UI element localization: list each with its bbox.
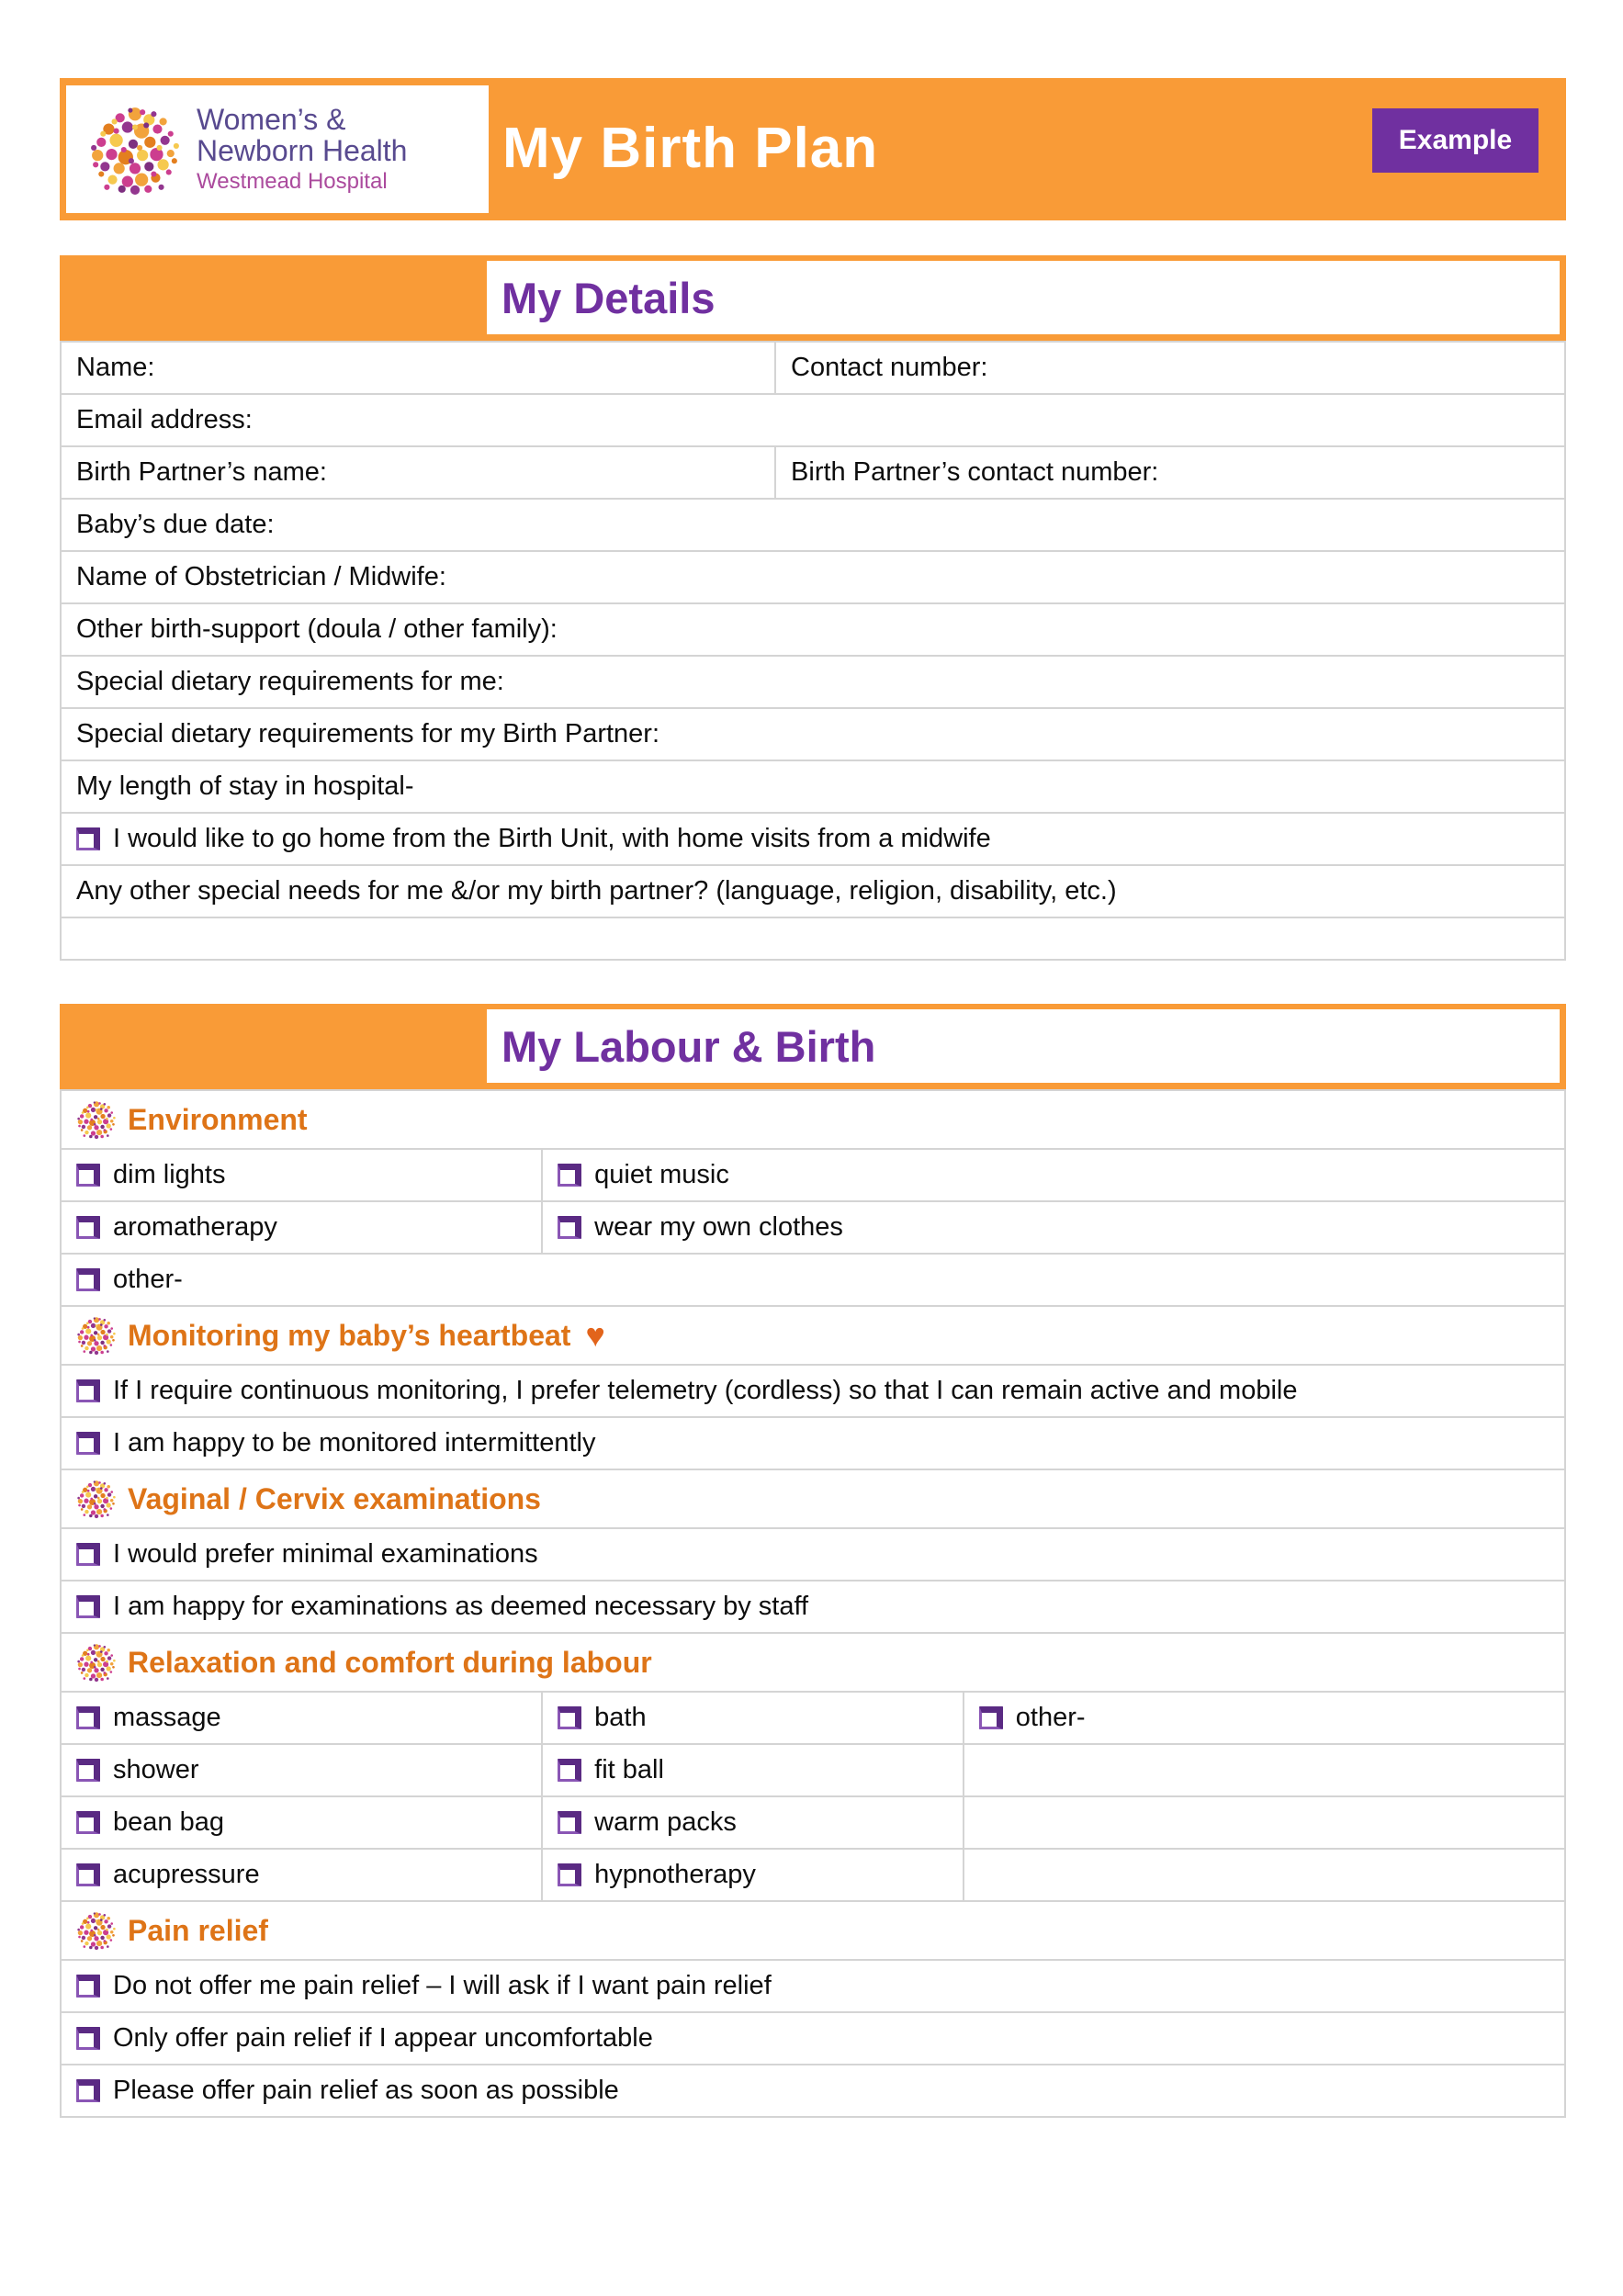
subsection-pain-relief-title: Pain relief bbox=[128, 1913, 268, 1947]
checkbox-telemetry-icon[interactable] bbox=[76, 1379, 100, 1402]
field-dietary-me[interactable]: Special dietary requirements for me: bbox=[61, 656, 1565, 708]
option-shower bbox=[61, 1744, 542, 1796]
table-row bbox=[61, 1469, 1565, 1528]
checkbox-dim-lights-icon[interactable] bbox=[76, 1164, 100, 1187]
table-row bbox=[61, 1528, 1565, 1581]
table-row bbox=[61, 1306, 1565, 1365]
table-row bbox=[61, 1960, 1565, 2012]
subsection-monitoring bbox=[61, 1306, 1565, 1365]
table-row bbox=[61, 1201, 1565, 1254]
subsection-relaxation bbox=[61, 1633, 1565, 1692]
checkbox-hypnotherapy-icon[interactable] bbox=[558, 1863, 581, 1886]
checkbox-exams-as-needed-icon[interactable] bbox=[76, 1595, 100, 1618]
empty-cell bbox=[964, 1849, 1565, 1901]
field-dietary-partner[interactable]: Special dietary requirements for my Birth Partner: bbox=[61, 708, 1565, 760]
field-contact-number[interactable]: Contact number: bbox=[775, 342, 1565, 394]
option-own-clothes bbox=[542, 1201, 1565, 1254]
subsection-examinations-title: Vaginal / Cervix examinations bbox=[128, 1481, 541, 1515]
option-quiet-music-label: quiet music bbox=[594, 1160, 729, 1189]
subsection-environment-title: Environment bbox=[128, 1102, 308, 1136]
option-only-if-uncomfortable bbox=[61, 2012, 1565, 2065]
checkbox-massage-icon[interactable] bbox=[76, 1706, 100, 1729]
empty-cell bbox=[964, 1744, 1565, 1796]
table-row bbox=[61, 551, 1565, 603]
option-intermittent bbox=[61, 1417, 1565, 1469]
checkbox-minimal-exams-icon[interactable] bbox=[76, 1543, 100, 1566]
table-row bbox=[61, 1901, 1565, 1960]
option-do-not-offer bbox=[61, 1960, 1565, 2012]
subsection-relaxation-title: Relaxation and comfort during labour bbox=[128, 1645, 652, 1679]
logo-line2: Newborn Health bbox=[197, 134, 408, 168]
field-name[interactable]: Name: bbox=[61, 342, 775, 394]
option-exams-as-needed bbox=[61, 1581, 1565, 1633]
logo-dots-icon bbox=[88, 103, 182, 197]
table-row bbox=[61, 2065, 1565, 2117]
table-row bbox=[61, 394, 1565, 446]
field-special-needs[interactable]: Any other special needs for me &/or my birth partner? (language, religion, disability, etc.) bbox=[61, 865, 1565, 917]
option-massage bbox=[61, 1692, 542, 1744]
checkbox-own-clothes-icon[interactable] bbox=[558, 1216, 581, 1239]
option-environment-other-label: other- bbox=[113, 1265, 183, 1294]
table-row bbox=[61, 917, 1565, 960]
subsection-pain-relief bbox=[61, 1901, 1565, 1960]
option-bean-bag-label: bean bag bbox=[113, 1807, 224, 1837]
table-row bbox=[61, 1149, 1565, 1201]
option-minimal-exams bbox=[61, 1528, 1565, 1581]
option-warm-packs bbox=[542, 1796, 964, 1849]
subsection-environment bbox=[61, 1090, 1565, 1149]
my-labour-section-bar bbox=[60, 1004, 1566, 1089]
option-dim-lights-label: dim lights bbox=[113, 1160, 226, 1189]
table-row bbox=[61, 1744, 1565, 1796]
hospital-logo bbox=[66, 85, 489, 213]
option-bath-label: bath bbox=[594, 1703, 647, 1732]
table-row bbox=[61, 446, 1565, 499]
option-shower-label: shower bbox=[113, 1755, 199, 1784]
checkbox-fit-ball-icon[interactable] bbox=[558, 1759, 581, 1782]
dots-icon bbox=[76, 1642, 117, 1683]
checkbox-quiet-music-icon[interactable] bbox=[558, 1164, 581, 1187]
field-partner-contact[interactable]: Birth Partner’s contact number: bbox=[775, 446, 1565, 499]
my-details-section-bar bbox=[60, 255, 1566, 341]
option-aromatherapy-label: aromatherapy bbox=[113, 1212, 277, 1242]
logo-line3: Westmead Hospital bbox=[197, 169, 388, 195]
option-telemetry-label: If I require continuous monitoring, I prefer telemetry (cordless) so that I can remain active and mobile bbox=[113, 1376, 1298, 1405]
my-labour-table bbox=[60, 1089, 1566, 2118]
checkbox-relaxation-other-icon[interactable] bbox=[979, 1706, 1003, 1729]
table-row bbox=[61, 865, 1565, 917]
dots-icon bbox=[76, 1099, 117, 1140]
option-minimal-exams-label: I would prefer minimal examinations bbox=[113, 1539, 538, 1569]
dots-icon bbox=[76, 1479, 117, 1519]
field-due-date[interactable]: Baby’s due date: bbox=[61, 499, 1565, 551]
field-partner-name[interactable]: Birth Partner’s name: bbox=[61, 446, 775, 499]
birth-plan-document bbox=[60, 78, 1566, 2118]
option-bath bbox=[542, 1692, 964, 1744]
field-other-support[interactable]: Other birth-support (doula / other family): bbox=[61, 603, 1565, 656]
checkbox-environment-other-icon[interactable] bbox=[76, 1268, 100, 1291]
heart-icon: ♥ bbox=[585, 1316, 605, 1354]
option-asap bbox=[61, 2065, 1565, 2117]
subsection-monitoring-title: Monitoring my baby’s heartbeat bbox=[128, 1318, 571, 1352]
page-title: My Birth Plan bbox=[502, 116, 879, 180]
option-do-not-offer-label: Do not offer me pain relief – I will ask if I want pain relief bbox=[113, 1971, 772, 2000]
dots-icon bbox=[76, 1315, 117, 1356]
subsection-examinations bbox=[61, 1469, 1565, 1528]
table-row bbox=[61, 1417, 1565, 1469]
option-exams-as-needed-label: I am happy for examinations as deemed necessary by staff bbox=[113, 1592, 809, 1621]
table-row bbox=[61, 708, 1565, 760]
option-go-home-label: I would like to go home from the Birth Unit, with home visits from a midwife bbox=[113, 824, 991, 853]
option-go-home bbox=[61, 813, 1565, 865]
table-row bbox=[61, 760, 1565, 813]
table-row bbox=[61, 603, 1565, 656]
table-row bbox=[61, 499, 1565, 551]
option-fit-ball bbox=[542, 1744, 964, 1796]
checkbox-aromatherapy-icon[interactable] bbox=[76, 1216, 100, 1239]
option-hypnotherapy-label: hypnotherapy bbox=[594, 1860, 756, 1889]
my-details-table bbox=[60, 341, 1566, 961]
table-row bbox=[61, 656, 1565, 708]
option-own-clothes-label: wear my own clothes bbox=[594, 1212, 843, 1242]
option-warm-packs-label: warm packs bbox=[594, 1807, 737, 1837]
checkbox-warm-packs-icon[interactable] bbox=[558, 1811, 581, 1834]
option-acupressure bbox=[61, 1849, 542, 1901]
logo-line1: Women’s & bbox=[197, 103, 346, 137]
checkbox-only-if-uncomfortable-icon[interactable] bbox=[76, 2027, 100, 2050]
option-asap-label: Please offer pain relief as soon as possible bbox=[113, 2076, 619, 2105]
option-intermittent-label: I am happy to be monitored intermittently bbox=[113, 1428, 596, 1458]
table-row bbox=[61, 1090, 1565, 1149]
example-badge: Example bbox=[1372, 108, 1538, 173]
checkbox-bean-bag-icon[interactable] bbox=[76, 1811, 100, 1834]
checkbox-intermittent-icon[interactable] bbox=[76, 1432, 100, 1455]
checkbox-asap-icon[interactable] bbox=[76, 2079, 100, 2102]
checkbox-bath-icon[interactable] bbox=[558, 1706, 581, 1729]
option-relaxation-other-label: other- bbox=[1015, 1703, 1086, 1732]
option-environment-other bbox=[61, 1254, 1565, 1306]
my-details-heading-box bbox=[487, 261, 1560, 334]
table-row bbox=[61, 1254, 1565, 1306]
table-row bbox=[61, 1633, 1565, 1692]
table-row bbox=[61, 342, 1565, 394]
option-quiet-music bbox=[542, 1149, 1565, 1201]
my-labour-heading: My Labour & Birth bbox=[502, 1021, 876, 1071]
option-bean-bag bbox=[61, 1796, 542, 1849]
checkbox-acupressure-icon[interactable] bbox=[76, 1863, 100, 1886]
option-dim-lights bbox=[61, 1149, 542, 1201]
page-banner bbox=[60, 78, 1566, 220]
option-hypnotherapy bbox=[542, 1849, 964, 1901]
field-email[interactable]: Email address: bbox=[61, 394, 1565, 446]
my-labour-heading-box bbox=[487, 1009, 1560, 1083]
field-special-needs-writein[interactable] bbox=[61, 917, 1565, 960]
empty-cell bbox=[964, 1796, 1565, 1849]
table-row bbox=[61, 1581, 1565, 1633]
my-details-heading: My Details bbox=[502, 273, 716, 322]
field-obstetrician[interactable]: Name of Obstetrician / Midwife: bbox=[61, 551, 1565, 603]
table-row bbox=[61, 1796, 1565, 1849]
logo-text bbox=[197, 105, 407, 193]
table-row bbox=[61, 1849, 1565, 1901]
option-fit-ball-label: fit ball bbox=[594, 1755, 664, 1784]
option-aromatherapy bbox=[61, 1201, 542, 1254]
option-massage-label: massage bbox=[113, 1703, 221, 1732]
dots-icon bbox=[76, 1910, 117, 1951]
checkbox-do-not-offer-icon[interactable] bbox=[76, 1975, 100, 1998]
checkbox-go-home-icon[interactable] bbox=[76, 827, 100, 850]
option-acupressure-label: acupressure bbox=[113, 1860, 260, 1889]
table-row bbox=[61, 813, 1565, 865]
table-row bbox=[61, 1365, 1565, 1417]
option-telemetry bbox=[61, 1365, 1565, 1417]
option-relaxation-other bbox=[964, 1692, 1565, 1744]
option-only-if-uncomfortable-label: Only offer pain relief if I appear uncomfortable bbox=[113, 2023, 653, 2053]
field-length-of-stay[interactable]: My length of stay in hospital- bbox=[61, 760, 1565, 813]
table-row bbox=[61, 1692, 1565, 1744]
checkbox-shower-icon[interactable] bbox=[76, 1759, 100, 1782]
table-row bbox=[61, 2012, 1565, 2065]
